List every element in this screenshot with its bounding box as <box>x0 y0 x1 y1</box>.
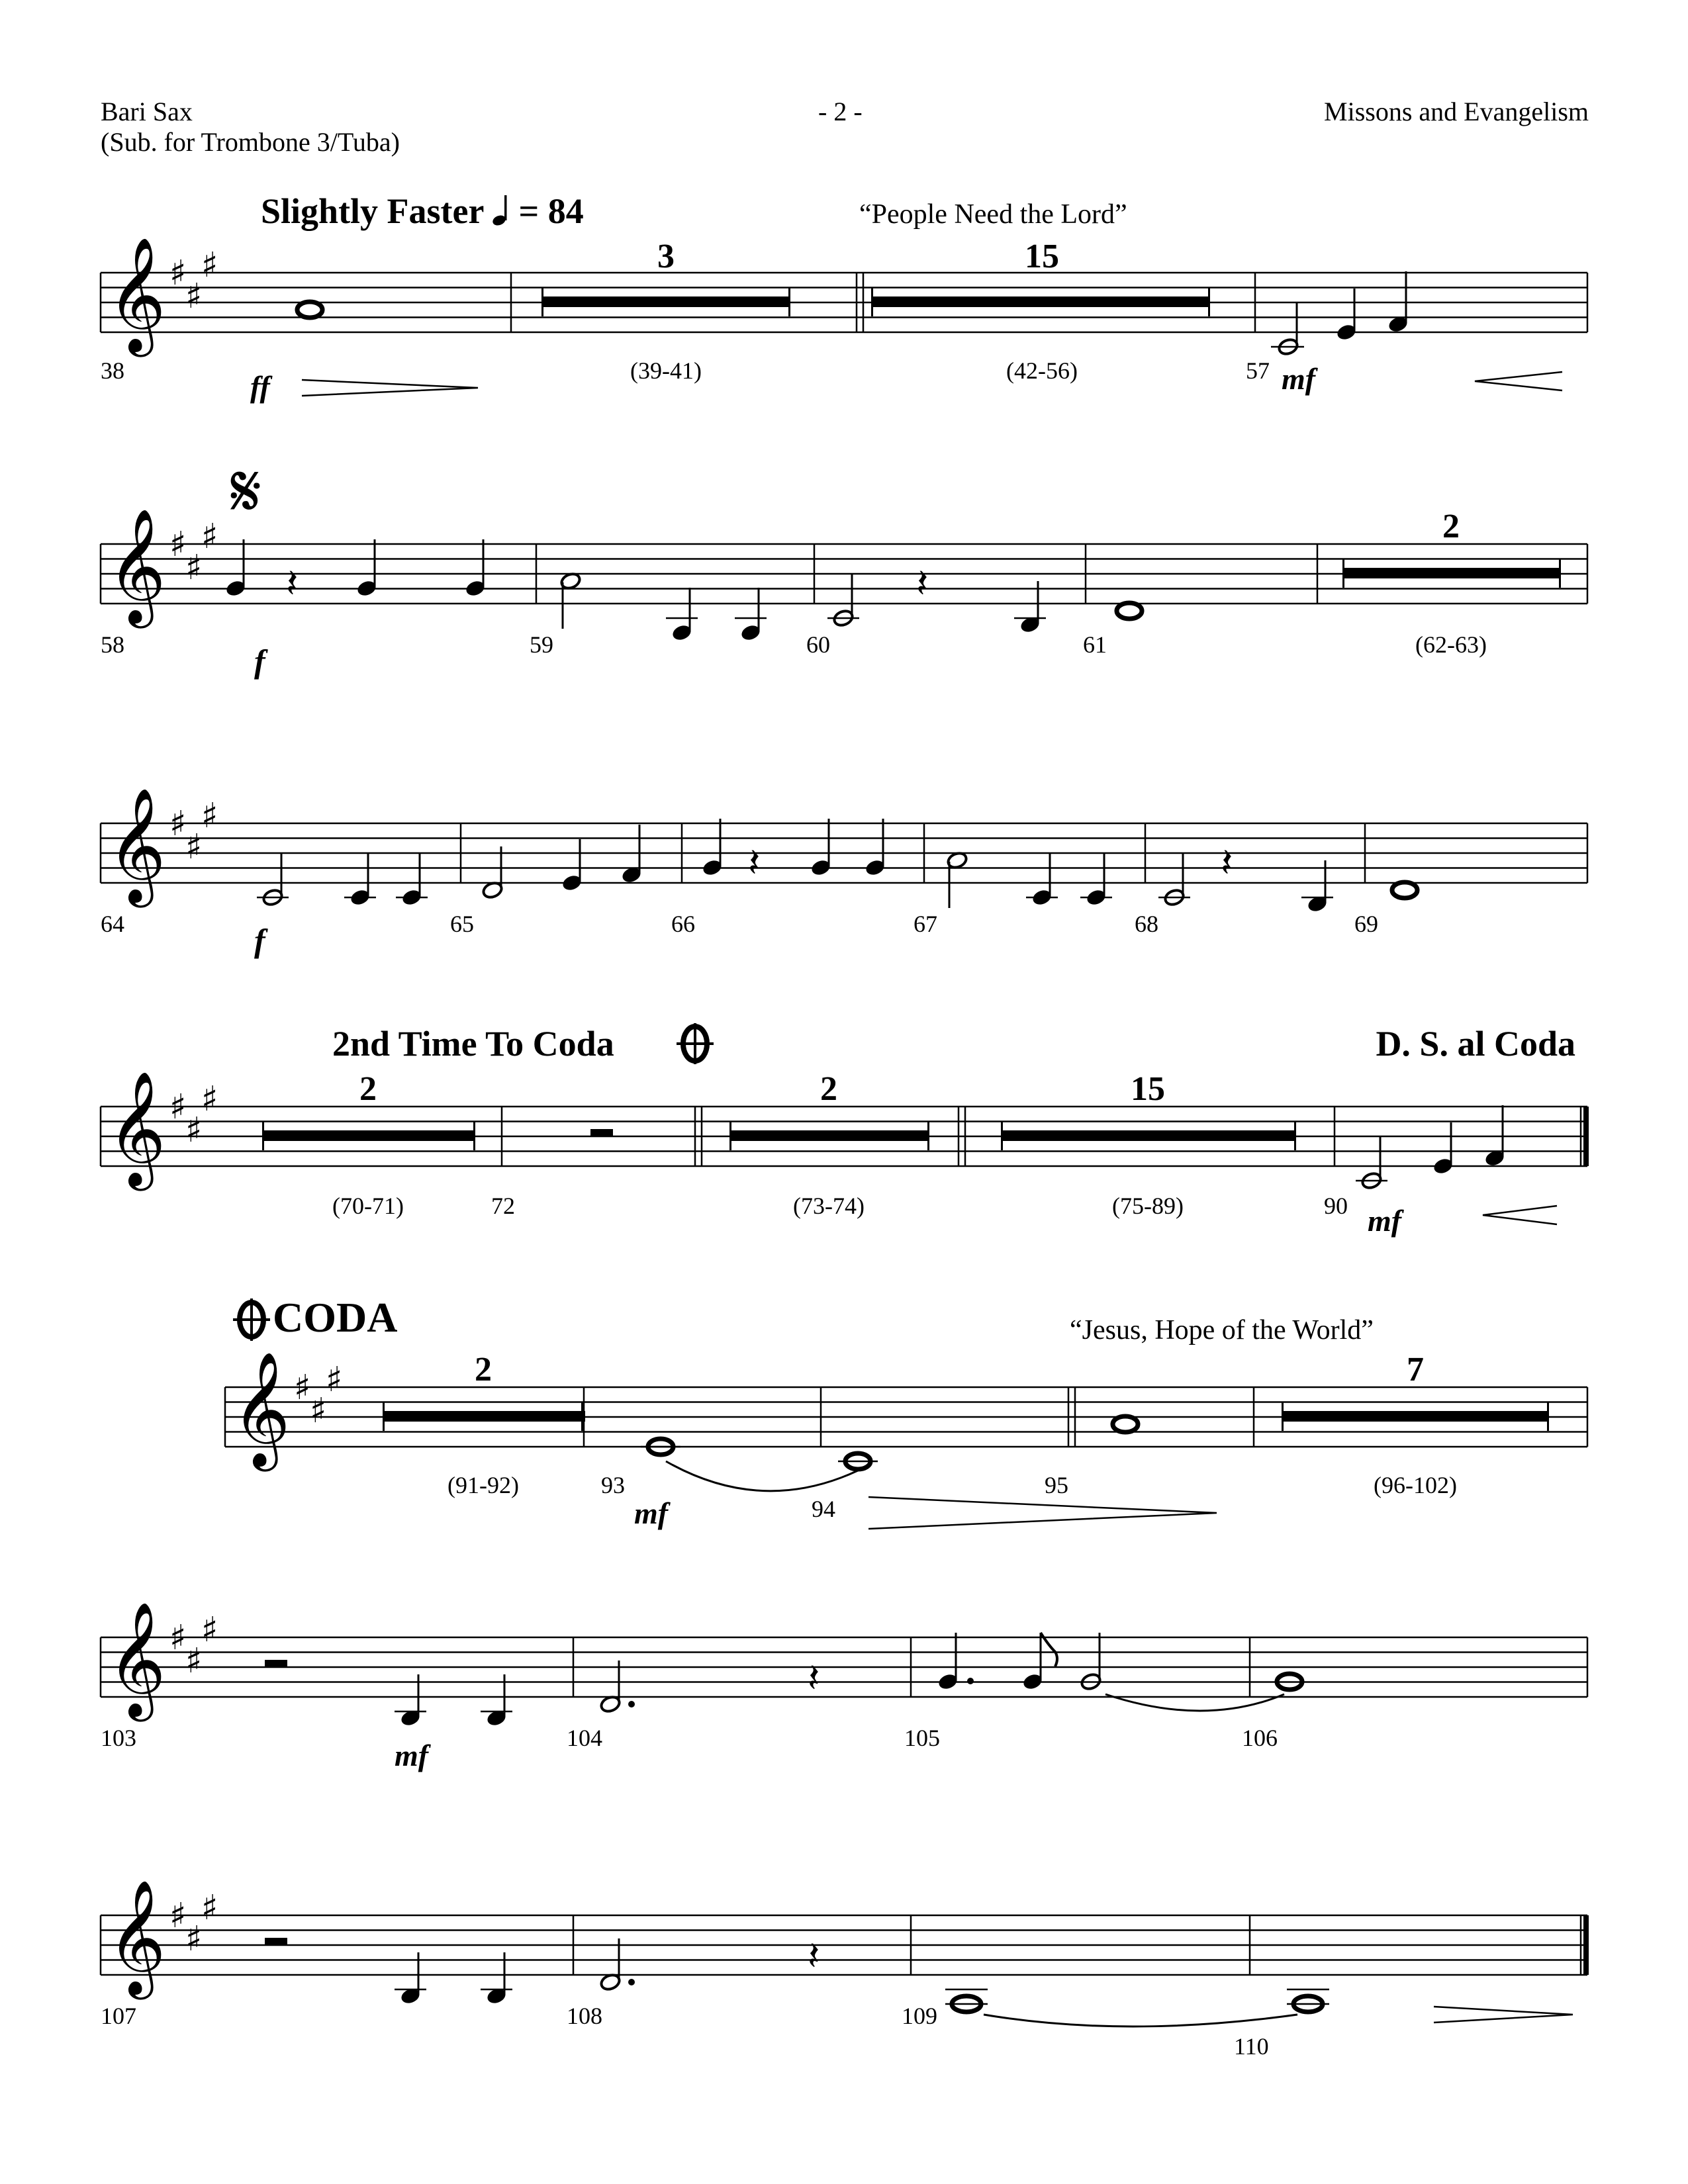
whole-note <box>1287 1989 1329 2012</box>
svg-text:♯: ♯ <box>326 1360 343 1400</box>
svg-text:𝄽: 𝄽 <box>286 561 299 607</box>
svg-text:𝄽: 𝄽 <box>748 840 761 886</box>
measure-number: 93 <box>601 1472 625 1498</box>
measure-number: 107 <box>101 2003 136 2029</box>
dotted-half-note <box>599 1938 635 1992</box>
measure-number: (75-89) <box>1112 1193 1184 1219</box>
measure-number: 58 <box>101 631 124 658</box>
svg-text:𝄞: 𝄞 <box>107 788 166 903</box>
svg-text:♯: ♯ <box>169 1087 187 1127</box>
measure-number: 110 <box>1234 2033 1269 2060</box>
measure-number: 66 <box>671 911 695 937</box>
instrument-line-1: Bari Sax <box>101 97 193 126</box>
measure-number: 72 <box>491 1193 515 1219</box>
svg-text:𝄞: 𝄞 <box>107 1602 166 1717</box>
measure-number: (96-102) <box>1374 1472 1457 1498</box>
measure-number: 106 <box>1242 1725 1278 1751</box>
measure-number: 103 <box>101 1725 136 1751</box>
svg-text:♯: ♯ <box>185 1641 203 1681</box>
rest-count-label: 2 <box>475 1351 492 1388</box>
measure-number: 105 <box>904 1725 940 1751</box>
whole-note <box>945 1989 988 2012</box>
rest-count-label: 2 <box>820 1070 837 1108</box>
svg-text:♯: ♯ <box>201 1079 218 1119</box>
svg-text:♯: ♯ <box>185 277 203 316</box>
dynamic-marking: mf <box>1368 1204 1402 1238</box>
svg-text:♯: ♯ <box>169 525 187 565</box>
measure-number: (42-56) <box>1006 357 1078 384</box>
dynamic-marking: f <box>254 922 265 959</box>
dynamic-marking: mf <box>395 1739 429 1772</box>
svg-text:𝄽: 𝄽 <box>808 1933 820 1979</box>
song-title-1: “People Need the Lord” <box>859 199 1127 230</box>
svg-text:♯: ♯ <box>201 1888 218 1928</box>
svg-text:♯: ♯ <box>169 1618 187 1658</box>
svg-text:♯: ♯ <box>169 804 187 844</box>
measure-number: 60 <box>806 631 830 658</box>
treble-clef-icon <box>107 1880 166 2000</box>
dynamic-marking: f <box>254 643 265 680</box>
svg-text:♯: ♯ <box>185 1111 203 1150</box>
svg-text:♯: ♯ <box>201 1610 218 1650</box>
quarter-rest-icon <box>808 1933 820 1979</box>
svg-text:♯: ♯ <box>185 827 203 867</box>
instrument-line-2: (Sub. for Trombone 3/Tuba) <box>101 127 400 157</box>
svg-text:♯: ♯ <box>185 1919 203 1959</box>
svg-text:♯: ♯ <box>201 517 218 557</box>
svg-text:𝄞: 𝄞 <box>107 237 166 352</box>
svg-text:𝄞: 𝄞 <box>232 1351 291 1467</box>
svg-text:𝄞: 𝄞 <box>107 1071 166 1186</box>
tie-slur <box>984 2015 1297 2026</box>
tempo-text: Slightly Faster <box>261 191 484 231</box>
to-coda-text: 2nd Time To Coda <box>332 1024 614 1064</box>
measure-number: 109 <box>902 2003 937 2029</box>
key-signature-icon <box>169 1888 218 1959</box>
measure-number: 104 <box>567 1725 602 1751</box>
measure-number: (91-92) <box>447 1472 519 1498</box>
svg-text:𝄞: 𝄞 <box>107 508 166 623</box>
dynamic-marking: mf <box>634 1496 669 1530</box>
svg-text:𝄋: 𝄋 <box>230 449 262 533</box>
svg-text:𝄽: 𝄽 <box>916 561 929 607</box>
measure-number: 67 <box>914 911 937 937</box>
svg-text:♯: ♯ <box>310 1391 327 1431</box>
rest-count-label: 2 <box>1442 508 1460 545</box>
rest-count-label: 7 <box>1407 1351 1424 1388</box>
measure-number: 59 <box>530 631 553 658</box>
rest-count-label: 2 <box>359 1070 377 1108</box>
svg-text:𝄽: 𝄽 <box>1221 840 1233 886</box>
song-title-2: “Jesus, Hope of the World” <box>1070 1315 1374 1345</box>
svg-text:♯: ♯ <box>169 1896 187 1936</box>
half-rest-icon <box>265 1938 287 1945</box>
measure-number: (70-71) <box>332 1193 404 1219</box>
measure-number: 64 <box>101 911 124 937</box>
dynamic-marking: mf <box>1282 362 1316 396</box>
measure-number: 108 <box>567 2003 602 2029</box>
coda-title: CODA <box>273 1294 398 1341</box>
measure-number: (39-41) <box>630 357 702 384</box>
ds-al-coda-text: D. S. al Coda <box>1376 1024 1575 1064</box>
measure-number: 90 <box>1324 1193 1348 1219</box>
measure-number: 94 <box>812 1496 835 1522</box>
svg-text:𝄽: 𝄽 <box>808 1655 820 1702</box>
svg-text:♯: ♯ <box>201 246 218 285</box>
svg-text:𝄞: 𝄞 <box>107 1880 166 1995</box>
measure-number: 69 <box>1354 911 1378 937</box>
measure-number: 61 <box>1083 631 1107 658</box>
measure-number: (62-63) <box>1415 631 1487 658</box>
tempo-value: = 84 <box>518 191 584 231</box>
measure-number: (73-74) <box>793 1193 865 1219</box>
svg-text:♯: ♯ <box>185 548 203 588</box>
page-number: - 2 - <box>818 97 863 126</box>
svg-text:♯: ♯ <box>169 253 187 293</box>
decrescendo-hairpin <box>1434 2007 1573 2023</box>
svg-text:♯: ♯ <box>201 796 218 836</box>
svg-text:♯: ♯ <box>294 1368 311 1408</box>
rest-count-label: 15 <box>1025 238 1059 275</box>
piece-title: Missons and Evangelism <box>1324 97 1589 126</box>
final-barline <box>1583 1915 1589 1975</box>
rest-count-label: 3 <box>657 238 675 275</box>
measure-number: 57 <box>1246 357 1270 384</box>
measure-number: 68 <box>1135 911 1158 937</box>
measure-number: 38 <box>101 357 124 384</box>
dynamic-marking: ff <box>250 370 270 404</box>
measure-number: 95 <box>1045 1472 1068 1498</box>
rest-count-label: 15 <box>1131 1070 1165 1108</box>
measure-number: 65 <box>450 911 474 937</box>
